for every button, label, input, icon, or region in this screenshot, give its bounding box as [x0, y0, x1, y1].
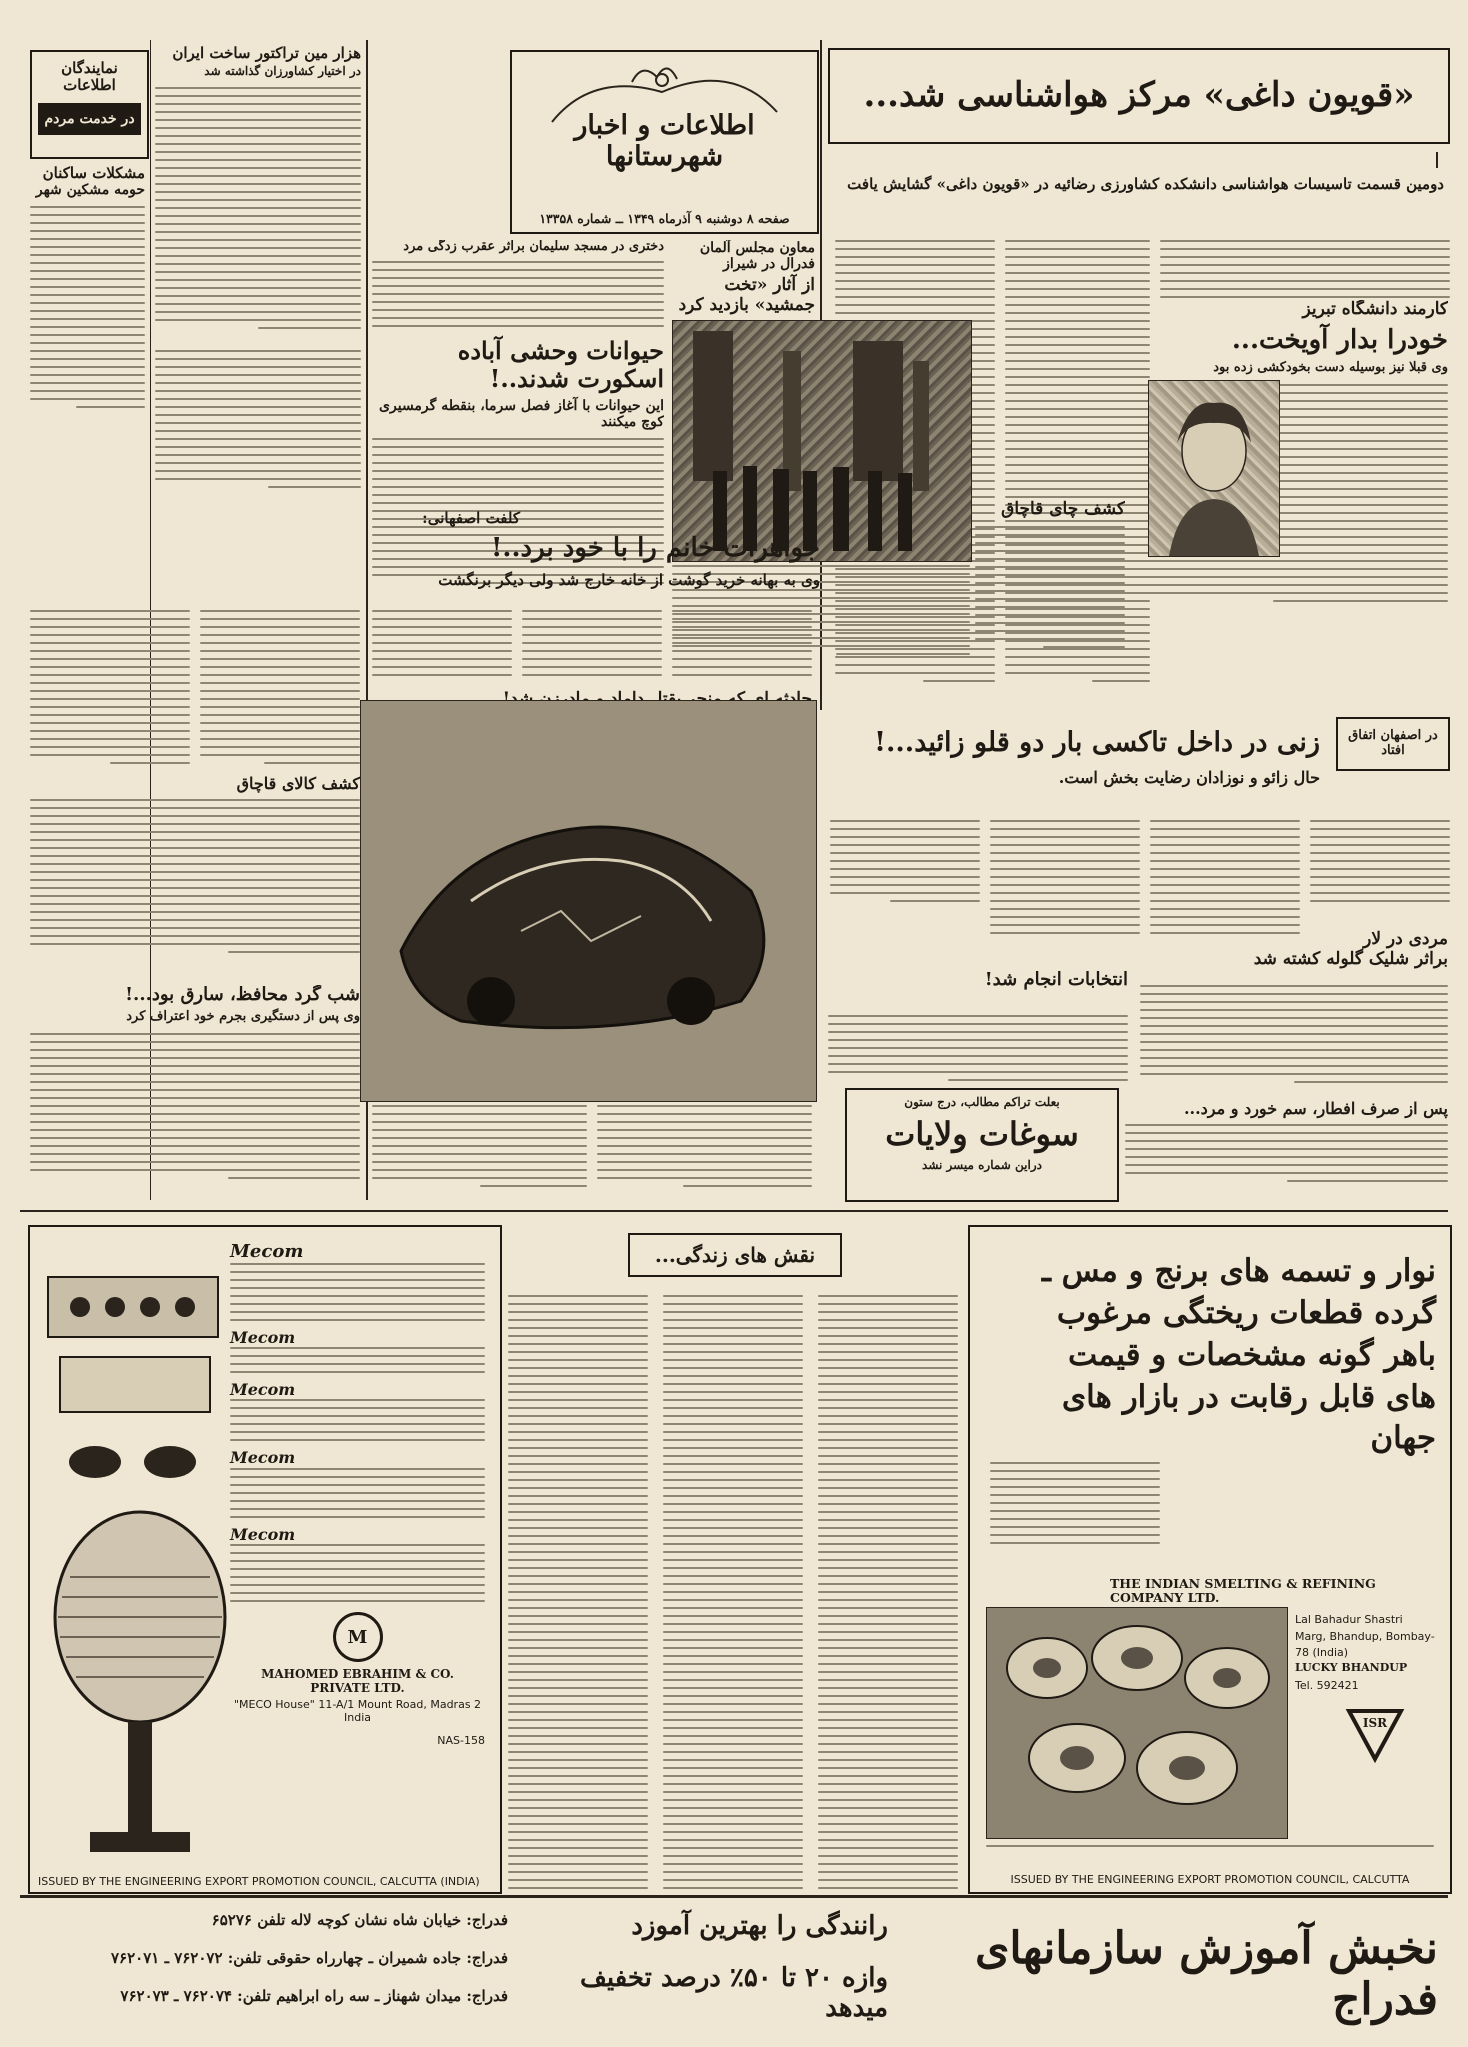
article-headline: جواهرات خانم را با خود برد..! — [491, 533, 820, 563]
fedraj-contact: فدراج: جاده شمیران ـ چهارراه حقوقی تلفن: ۷۶۲۰۷۲ ـ ۷۶۲۰۷۱ — [111, 1949, 508, 1967]
mecom-address: "MECO House" 11-A/1 Mount Road, Madras 2 India — [233, 1697, 482, 1724]
masthead-title: اطلاعات و اخبار شهرستانها — [574, 110, 755, 173]
article-kicker: کلفت اصفهانی: — [422, 510, 520, 527]
article-elections — [828, 970, 1128, 1010]
accident-caption — [372, 1105, 812, 1200]
mecom-products-illustration — [40, 1247, 240, 1887]
article-elections-body — [828, 1015, 1128, 1095]
brass-headline: نوار و تسمه های برنج و مس ـ گرده قطعات ریختگی مرغوب باهر گونه مشخصات و قیمت های قابل رقابت در بازار های جهان — [1041, 1253, 1436, 1457]
article-subhead: وی پس از دستگیری بجرم خود اعتراف کرد — [126, 1008, 360, 1024]
portrait-figure — [1149, 381, 1279, 556]
article-jewels-head — [30, 510, 820, 605]
article-kicker: کارمند دانشگاه تبریز — [1302, 300, 1448, 319]
article-headline: از آثار «تخت جمشید» بازدید کرد — [678, 275, 815, 315]
article-tractor — [155, 45, 361, 345]
fedraj-slogan: رانندگی را بهترین آموزد — [631, 1911, 888, 1941]
brass-address: Lal Bahadur Shastri Marg, Bhandup, Bombay-78 (India) — [1295, 1613, 1435, 1659]
souvenirs-top: بعلت تراکم مطالب، درج ستون — [904, 1095, 1060, 1109]
article-body — [30, 206, 145, 426]
mecom-text-column — [230, 1242, 485, 1747]
mecom-code: NAS-158 — [437, 1733, 485, 1747]
brass-tel: Tel. 592421 — [1295, 1679, 1359, 1692]
article-lar — [1140, 930, 1448, 980]
wrecked-car-photo — [360, 700, 817, 1102]
article-headline: انتخابات انجام شد! — [984, 970, 1128, 990]
article-headline: مردی در لار — [1363, 930, 1448, 949]
fedraj-advert — [28, 1902, 1448, 2032]
article-headline: براثر شلیک گلوله کشته شد — [1253, 948, 1448, 969]
article-subhead: این حیوانات با آغاز فصل سرما، بنقطه گرمسیری کوچ میکنند — [379, 398, 664, 431]
article-headline: پس از صرف افطار، سم خورد و مرد... — [1183, 1100, 1448, 1118]
mecom-brand: Mecom — [230, 1524, 296, 1544]
article-subhead: حال زائو و نوزادان رضایت بخش است. — [1058, 768, 1320, 787]
mecom-brand: Mecom — [230, 1241, 304, 1262]
article-headline: «قویون داغی» مرکز هواشناسی شد... — [863, 75, 1415, 116]
article-subhead: وی به بهانه خرید گوشت از خانه خارج شد ولی دیگر برنگشت — [438, 571, 820, 589]
brass-telegram: LUCKY BHANDUP — [1295, 1661, 1408, 1674]
brass-coils — [987, 1608, 1287, 1838]
masthead-issue-line: صفحه ۸ دوشنبه ۹ آذرماه ۱۳۴۹ ــ شماره ۱۳۳۵۸ — [539, 210, 790, 226]
article-jewels-body-2 — [372, 610, 812, 690]
article-smuggled — [30, 775, 360, 980]
brass-logo-text: ISR — [1362, 1716, 1388, 1730]
article-tractor-tail — [155, 350, 361, 500]
fedraj-discount: وازه ۲۰ تا ۵۰٪ درصد تخفیف میدهد — [579, 1963, 888, 2023]
article-life-roles — [508, 1225, 958, 1890]
article-headline: شب گرد محافظ، سارق بود...! — [125, 985, 360, 1005]
brass-logo — [1345, 1707, 1405, 1763]
article-subhead: دومین قسمت تاسیسات هواشناسی دانشکده کشاورزی رضائیه در «قویون داغی» گشایش یافت — [847, 175, 1444, 193]
section-rule — [20, 1210, 1448, 1212]
article-lar-body — [1140, 985, 1448, 1095]
souvenirs-bottom: دراین شماره میسر نشد — [922, 1157, 1042, 1172]
article-meshkin-shahr — [30, 165, 145, 460]
article-headline: کشف کالای قاچاق — [236, 775, 360, 793]
article-headline: دختری در مسجد سلیمان براثر عقرب زدگی مرد — [403, 240, 664, 254]
brass-persian-line — [986, 1845, 1434, 1853]
article-thief — [30, 985, 360, 1195]
badge-title: نمایندگان اطلاعات — [61, 59, 118, 95]
article-headline: حومه مشکین شهر — [35, 182, 145, 199]
fedraj-contact: فدراج: خیابان شاه نشان کوچه لاله تلفن ۶۵۲۷۶ — [211, 1911, 508, 1929]
masthead — [510, 50, 819, 234]
article-headline: خودرا بدار آویخت... — [1231, 324, 1448, 355]
article-kicker: در اصفهان اتفاق افتاد — [1348, 728, 1438, 758]
article-weather — [828, 48, 1450, 233]
article-jewels-body — [30, 610, 360, 770]
brass-company: THE INDIAN SMELTING & REFINING COMPANY LTD. — [1110, 1576, 1376, 1606]
weather-headline-box — [828, 48, 1450, 144]
article-subhead: در اختیار کشاورزان گذاشته شد — [204, 64, 361, 79]
fedraj-headline: نخبش آموزش سازمانهای فدراج — [974, 1923, 1438, 2025]
article-headline: زنی در داخل تاکسی بار دو قلو زائید...! — [874, 727, 1320, 758]
mecom-footer: ISSUED BY THE ENGINEERING EXPORT PROMOTION COUNCIL, CALCUTTA (INDIA) — [38, 1875, 480, 1888]
article-headline: کشف چای قاچاق — [1001, 500, 1125, 519]
brass-footer: ISSUED BY THE ENGINEERING EXPORT PROMOTION COUNCIL, CALCUTTA — [1010, 1873, 1410, 1886]
divider — [1436, 152, 1438, 168]
mecom-logo: M — [333, 1612, 383, 1662]
weather-body-col — [1160, 240, 1450, 304]
representatives-badge — [30, 50, 149, 159]
life-roles-title-box — [628, 1233, 842, 1277]
article-poison — [1125, 1100, 1448, 1200]
mecom-brand: Mecom — [230, 1448, 296, 1468]
taxi-place-box — [1336, 717, 1450, 771]
fedraj-contact: فدراج: میدان شهناز ـ سه راه ابراهیم تلفن: ۷۶۲۰۷۴ ـ ۷۶۲۰۷۳ — [120, 1987, 508, 2005]
section-rule — [20, 1895, 1448, 1898]
article-taxi-head — [828, 715, 1450, 795]
brass-advert — [968, 1225, 1452, 1894]
brass-side-text — [990, 1462, 1160, 1550]
brass-coils-photo — [986, 1607, 1288, 1839]
mecom-advert — [28, 1225, 502, 1894]
article-headline: حیوانات وحشی آباده اسکورت شدند..! — [457, 335, 664, 393]
article-body — [155, 87, 361, 329]
wrecked-car-shape — [361, 701, 816, 1101]
mecom-brand: Mecom — [230, 1327, 296, 1347]
article-headline: مشکلات ساکنان — [42, 165, 145, 182]
souvenirs-title: سوغات ولایات — [885, 1114, 1079, 1153]
souvenirs-box — [845, 1088, 1119, 1202]
portrait-photo — [1148, 380, 1280, 557]
mecom-brand: Mecom — [230, 1380, 296, 1400]
article-shiraz-head — [670, 240, 815, 315]
mecom-company: MAHOMED EBRAHIM & CO. PRIVATE LTD. — [261, 1667, 454, 1696]
article-headline: نقش های زندگی... — [654, 1242, 816, 1267]
article-tea — [975, 500, 1125, 700]
article-headline: معاون مجلس آلمان فدرال در شیراز — [699, 240, 815, 273]
badge-subtitle: در خدمت مردم — [38, 103, 141, 135]
article-subhead: وی قبلا نیز بوسیله دست بخودکشی زده بود — [1213, 360, 1448, 376]
article-headline: هزار مین تراکتور ساخت ایران — [172, 45, 361, 62]
